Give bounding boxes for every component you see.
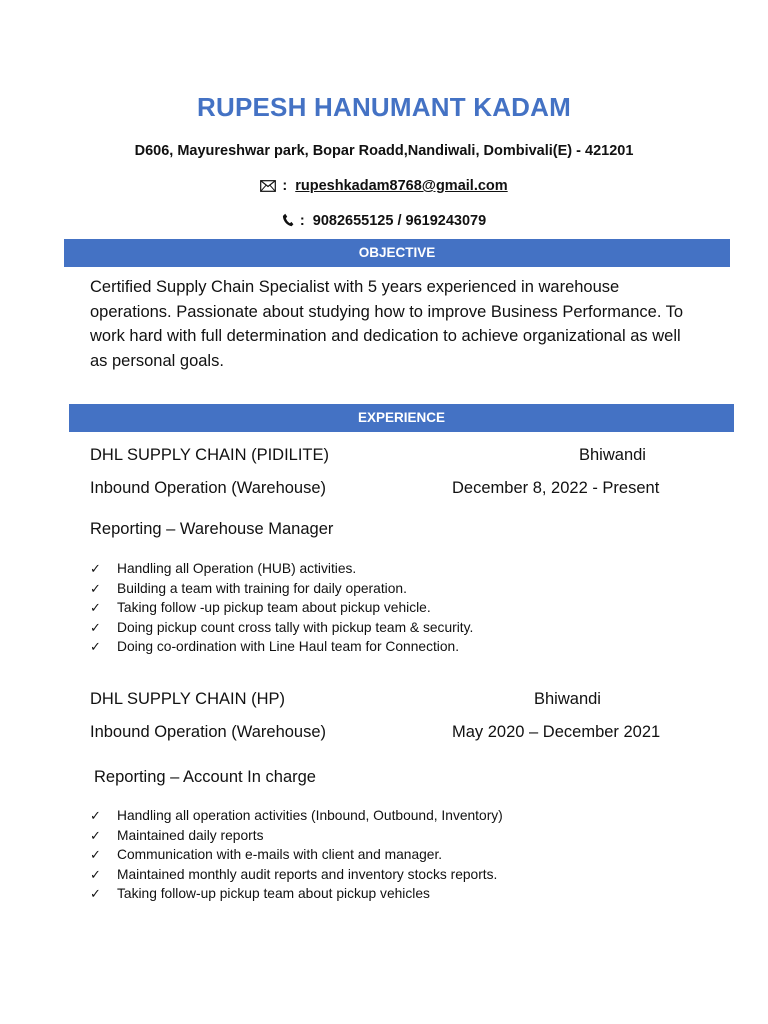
duty-text: Maintained daily reports bbox=[117, 827, 264, 843]
objective-heading: OBJECTIVE bbox=[64, 239, 730, 267]
email-link[interactable]: rupeshkadam8768@gmail.com bbox=[295, 178, 508, 194]
list-item bbox=[90, 579, 473, 599]
checkmark-icon: ✓ bbox=[90, 886, 101, 901]
email-separator: : bbox=[282, 178, 288, 194]
job-2-dates: May 2020 – December 2021 bbox=[452, 723, 661, 741]
envelope-icon bbox=[260, 180, 276, 196]
checkmark-icon: ✓ bbox=[90, 808, 101, 823]
objective-text: Certified Supply Chain Specialist with 5 years experienced in warehouse operations. Passionate about studying how to improve Business Performance. To work hard with full determination and dedication to achieve organizational as well as personal goals. bbox=[90, 278, 684, 370]
list-item bbox=[90, 806, 503, 826]
job-1-company: DHL SUPPLY CHAIN (PIDILITE) bbox=[90, 446, 330, 464]
checkmark-icon: ✓ bbox=[90, 561, 101, 576]
job-1-role: Inbound Operation (Warehouse) bbox=[90, 479, 327, 497]
experience-heading: EXPERIENCE bbox=[69, 404, 734, 432]
duty-text: Handling all operation activities (Inbound, Outbound, Inventory) bbox=[117, 808, 503, 823]
duty-text: Doing co-ordination with Line Haul team for Connection. bbox=[117, 639, 460, 654]
job-2-company: DHL SUPPLY CHAIN (HP) bbox=[90, 690, 285, 708]
list-item bbox=[90, 618, 473, 638]
duty-text: Doing pickup count cross tally with pickup team & security. bbox=[117, 619, 474, 635]
duty-text: Taking follow-up pickup team about pickup vehicles bbox=[117, 886, 430, 901]
candidate-name: RUPESH HANUMANT KADAM bbox=[197, 92, 571, 122]
list-item bbox=[90, 598, 473, 618]
duty-text: Maintained monthly audit reports and inventory stocks reports. bbox=[117, 866, 498, 882]
address: D606, Mayureshwar park, Bopar Roadd,Nandiwali, Dombivali(E) - 421201 bbox=[134, 143, 634, 159]
duty-text: Communication with e-mails with client and manager. bbox=[117, 847, 443, 862]
phone-number: 9082655125 / 9619243079 bbox=[312, 213, 487, 229]
list-item bbox=[90, 826, 503, 846]
duty-text: Building a team with training for daily operation. bbox=[117, 580, 407, 596]
job-1-duties bbox=[90, 559, 473, 657]
phone-row bbox=[0, 213, 768, 231]
list-item bbox=[90, 559, 473, 579]
job-2-role: Inbound Operation (Warehouse) bbox=[90, 723, 327, 741]
job-2-reporting: Reporting – Account In charge bbox=[94, 768, 316, 786]
job-1-dates: December 8, 2022 - Present bbox=[452, 479, 660, 497]
email-row bbox=[0, 178, 768, 196]
checkmark-icon: ✓ bbox=[90, 600, 101, 615]
checkmark-icon: ✓ bbox=[90, 866, 101, 882]
list-item bbox=[90, 845, 503, 865]
duty-text: Taking follow -up pickup team about pickup vehicle. bbox=[117, 600, 431, 615]
checkmark-icon: ✓ bbox=[90, 580, 101, 596]
phone-icon bbox=[282, 213, 294, 231]
checkmark-icon: ✓ bbox=[90, 827, 101, 843]
list-item bbox=[90, 637, 473, 657]
checkmark-icon: ✓ bbox=[90, 619, 101, 635]
list-item bbox=[90, 865, 503, 885]
job-2-location: Bhiwandi bbox=[534, 690, 601, 708]
job-1-location: Bhiwandi bbox=[579, 446, 646, 464]
checkmark-icon: ✓ bbox=[90, 639, 101, 654]
job-2-duties bbox=[90, 806, 503, 904]
job-1-reporting: Reporting – Warehouse Manager bbox=[90, 520, 334, 538]
duty-text: Handling all Operation (HUB) activities. bbox=[117, 561, 357, 576]
checkmark-icon: ✓ bbox=[90, 847, 101, 862]
list-item bbox=[90, 884, 503, 904]
phone-separator: : bbox=[299, 213, 305, 229]
